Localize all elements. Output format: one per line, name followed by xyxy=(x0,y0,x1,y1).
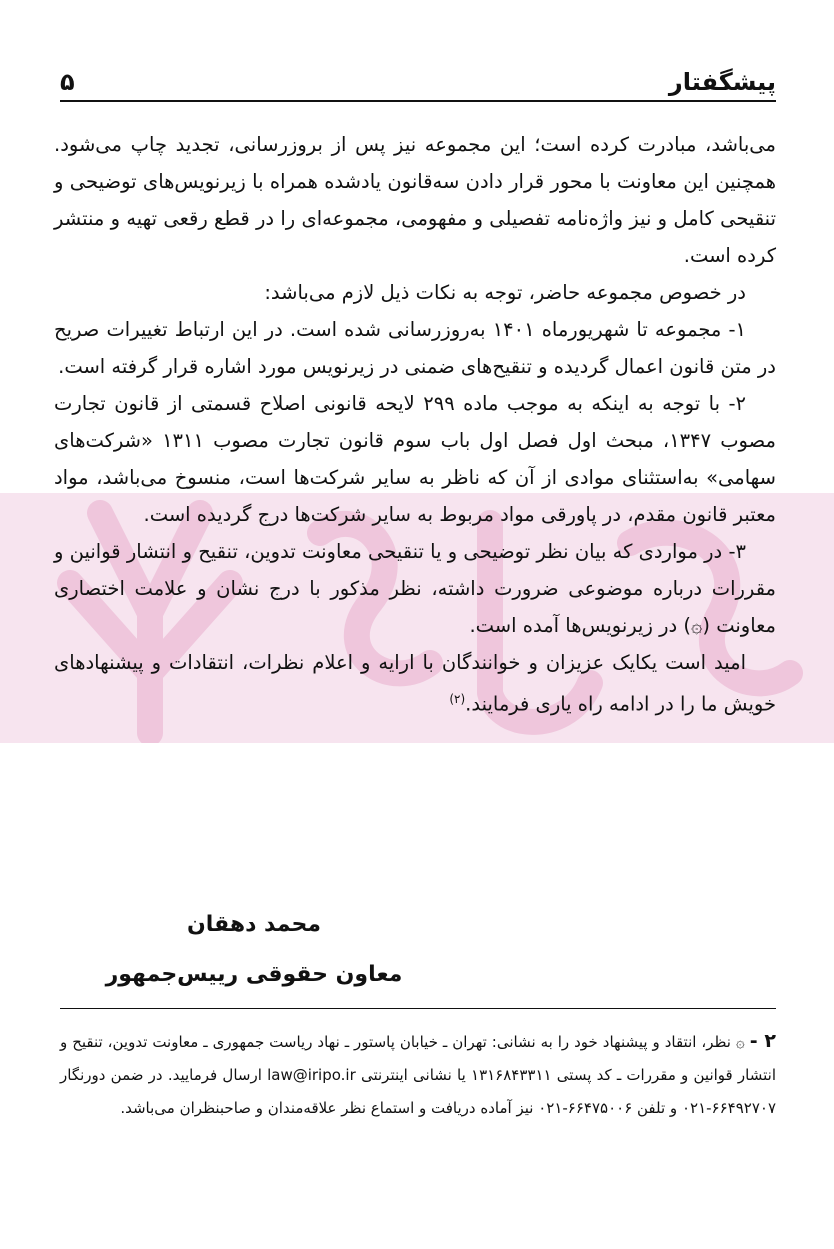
footnote-number: ۲ - xyxy=(749,1030,776,1052)
signature-block xyxy=(94,900,414,1000)
footnote-text-2: ارسال فرمایید. در ضمن دورنگار ۶۶۴۹۲۷۰۷-۰۲۱ و تلفن ۶۶۴۷۵۰۰۶-۰۲۱ نیز آماده دریافت و استماع نظر علاقه‌مندان و صاحبنظران می‌باشد. xyxy=(60,1066,776,1117)
signatory-name: محمد دهقان xyxy=(186,912,321,937)
body-text xyxy=(54,126,776,723)
seal-icon: ۞ xyxy=(735,1033,745,1051)
paragraph-1: می‌باشد، مبادرت کرده است؛ این مجموعه نیز پس از بروزرسانی، تجدید چاپ می‌شود. همچنین این معاونت با محور قرار دادن سه‌قانون یادشده همراه با زیرنویس‌های توضیحی و تنقیحی کامل و نیز واژه‌نامه تفصیلی و مفهومی، مجموعه‌ای را در قطع رقعی تهیه و منتشر کرده است. xyxy=(54,133,776,267)
page-header xyxy=(60,62,776,102)
footnote-rule xyxy=(60,1008,776,1009)
paragraph-2: در خصوص مجموعه حاضر، توجه به نکات ذیل لازم می‌باشد: xyxy=(264,281,746,304)
header-rule xyxy=(60,100,776,102)
paragraph-4: ۲- با توجه به اینکه به موجب ماده ۲۹۹ لایحه قانونی اصلاح قسمتی از قانون تجارت مصوب ۱۳۴۷، مبحث اول فصل اول باب سوم قانون تجارت مصوب ۱۳۱۱ «شرکت‌های سهامی» به‌استثنای موادی از آن که ناظر به سایر شرکت‌ها است، منسوخ می‌باشد، مواد معتبر قانون مقدم، در پاورقی مواد مربوط به سایر شرکت‌ها درج گردیده است. xyxy=(54,392,776,526)
paragraph-3: ۱- مجموعه تا شهریورماه ۱۴۰۱ به‌روزرسانی شده است. در این ارتباط تغییرات صریح در متن قانون اعمال گردیده و تنقیح‌های ضمنی در زیرنویس مورد اشاره قرار گرفته است. xyxy=(54,318,776,378)
paragraph-6 xyxy=(54,644,776,723)
paragraph-6-text: امید است یکایک عزیزان و خوانندگان با ارایه و اعلام نظرات، انتقادات و پیشنهادهای خویش ما را در ادامه راه یاری فرمایند. xyxy=(54,651,776,716)
signatory-title: معاون حقوقی رییس‌جمهور xyxy=(105,962,403,987)
paragraph-5: ۳- در مواردی که بیان نظر توضیحی و یا تنقیحی معاونت تدوین، تنقیح و انتشار قوانین و مقررات درباره موضوعی ضرورت داشته، نظر مذکور با درج نشان و علامت اختصاری معاونت (۞) در زیرنویس‌ها آمده است. xyxy=(54,540,776,637)
email-address: law@iripo.ir xyxy=(267,1066,356,1084)
page-number: ۵ xyxy=(60,68,75,96)
footnote-text-1: نظر، انتقاد و پیشنهاد خود را به نشانی: تهران ـ خیابان پاستور ـ نهاد ریاست جمهوری ـ معاونت تدوین، تنقیح و انتشار قوانین و مقررات ـ کد پستی ۱۳۱۶۸۴۳۳۱۱ یا نشانی اینترنتی xyxy=(60,1033,776,1084)
footnote xyxy=(60,1025,776,1125)
running-title: پیشگفتار xyxy=(668,68,776,96)
footnote-reference: (۲) xyxy=(449,692,466,706)
